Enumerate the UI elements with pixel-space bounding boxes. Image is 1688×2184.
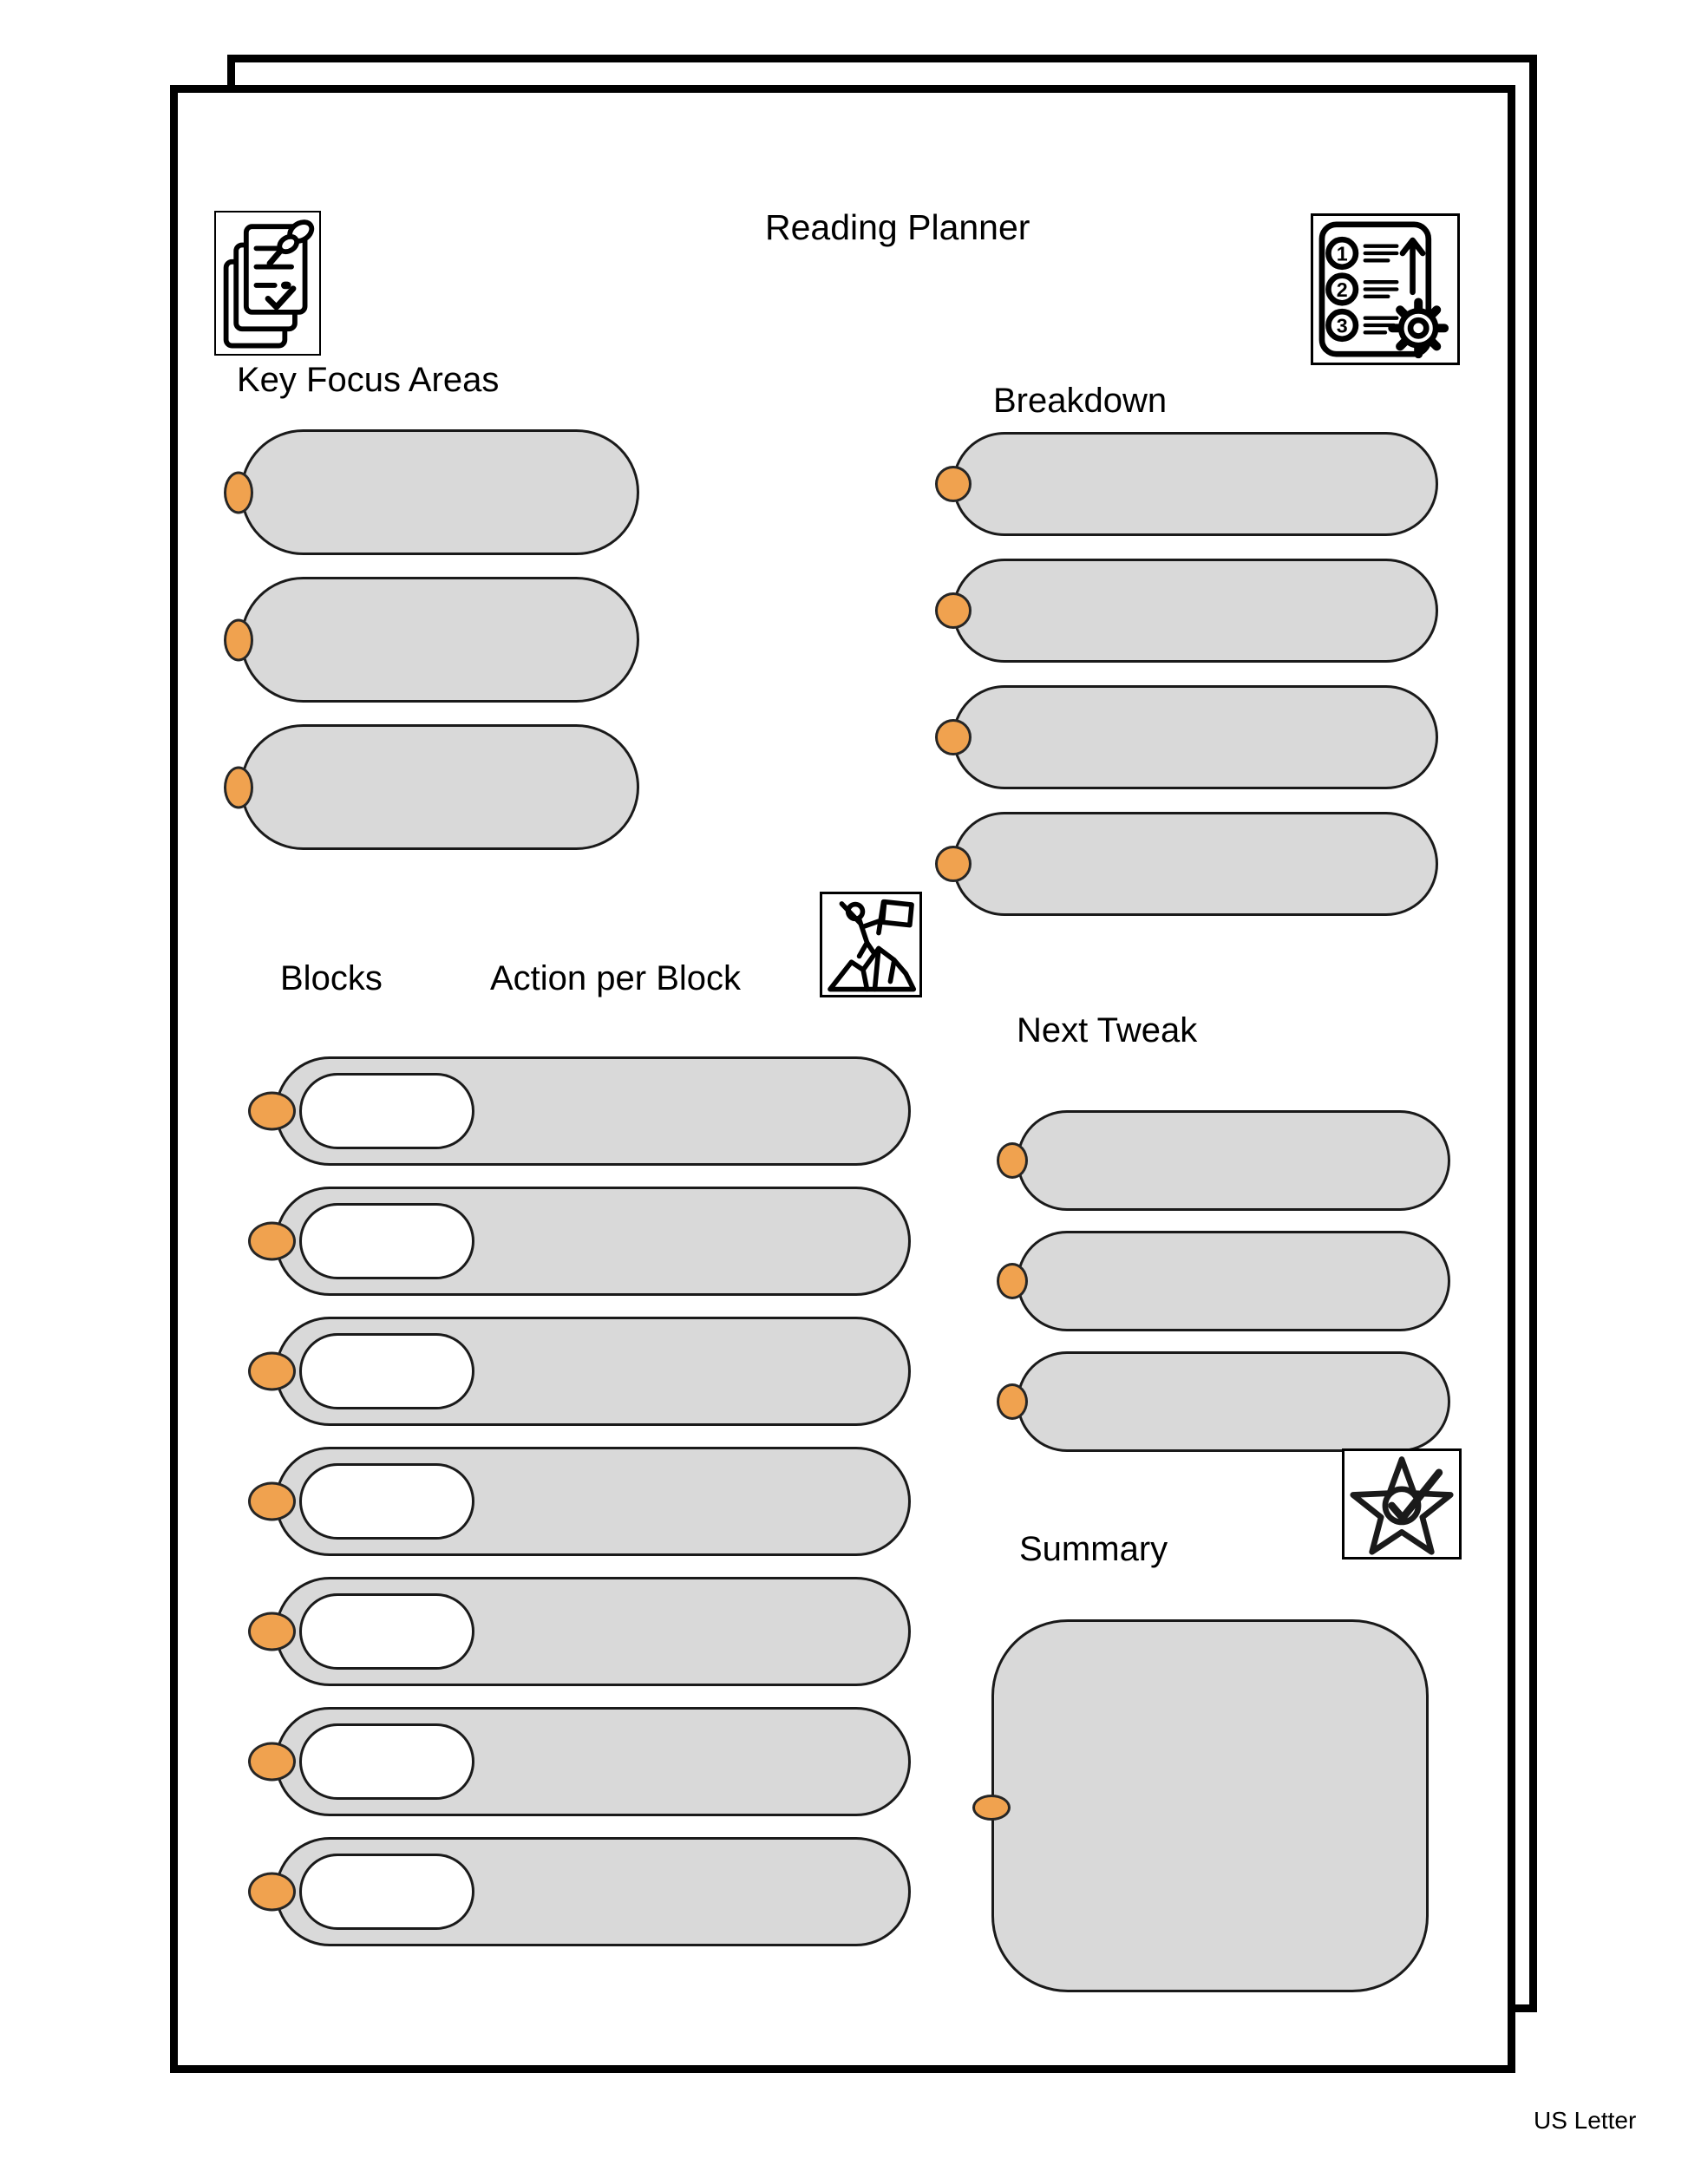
- priority-steps-gear-icon: [1311, 213, 1460, 365]
- block-row-slot[interactable]: [275, 1707, 911, 1816]
- svg-text:2: 2: [1336, 278, 1348, 301]
- svg-text:1: 1: [1336, 242, 1348, 265]
- bullet-marker: [248, 1873, 296, 1912]
- bullet-marker: [972, 1795, 1011, 1821]
- action-per-block-label: Action per Block: [490, 959, 742, 997]
- key-focus-slot[interactable]: [240, 429, 639, 555]
- bullet-marker: [224, 766, 253, 808]
- bullet-marker: [935, 466, 972, 502]
- bullet-marker: [935, 846, 972, 882]
- breakdown-label: Breakdown: [993, 382, 1168, 420]
- page-format-label: US Letter: [1534, 2107, 1637, 2134]
- summary-label: Summary: [1019, 1530, 1168, 1568]
- bullet-marker: [248, 1482, 296, 1521]
- key-focus-areas-label: Key Focus Areas: [237, 361, 500, 399]
- block-label-slot[interactable]: [299, 1073, 474, 1149]
- block-row-slot[interactable]: [275, 1187, 911, 1296]
- block-row-slot[interactable]: [275, 1577, 911, 1686]
- breakdown-list: [952, 432, 1438, 916]
- block-label-slot[interactable]: [299, 1333, 474, 1409]
- next-tweak-slot[interactable]: [1017, 1231, 1450, 1331]
- blocks-label: Blocks: [280, 959, 383, 997]
- key-focus-list: [240, 429, 639, 850]
- star-check-icon: [1342, 1448, 1462, 1560]
- bullet-marker: [224, 618, 253, 661]
- pinned-notes-icon: [214, 211, 321, 356]
- block-label-slot[interactable]: [299, 1854, 474, 1930]
- breakdown-slot[interactable]: [952, 812, 1438, 916]
- breakdown-slot[interactable]: [952, 432, 1438, 536]
- bullet-marker: [248, 1612, 296, 1651]
- next-tweak-label: Next Tweak: [1017, 1011, 1198, 1049]
- blocks-list: [275, 1056, 911, 1946]
- bullet-marker: [248, 1743, 296, 1782]
- next-tweak-slot[interactable]: [1017, 1351, 1450, 1452]
- block-label-slot[interactable]: [299, 1723, 474, 1800]
- block-row-slot[interactable]: [275, 1447, 911, 1556]
- breakdown-slot[interactable]: [952, 685, 1438, 789]
- block-label-slot[interactable]: [299, 1203, 474, 1279]
- svg-text:3: 3: [1336, 314, 1348, 337]
- bullet-marker: [997, 1142, 1028, 1179]
- block-row-slot[interactable]: [275, 1056, 911, 1166]
- block-label-slot[interactable]: [299, 1593, 474, 1670]
- breakdown-slot[interactable]: [952, 559, 1438, 663]
- bullet-marker: [997, 1263, 1028, 1299]
- bullet-marker: [997, 1383, 1028, 1420]
- block-row-slot[interactable]: [275, 1317, 911, 1426]
- block-row-slot[interactable]: [275, 1837, 911, 1946]
- next-tweak-list: [1017, 1110, 1450, 1452]
- bullet-marker: [248, 1352, 296, 1391]
- block-label-slot[interactable]: [299, 1463, 474, 1540]
- key-focus-slot[interactable]: [240, 577, 639, 703]
- key-focus-slot[interactable]: [240, 724, 639, 850]
- mountain-climber-flag-icon: [820, 892, 922, 997]
- bullet-marker: [248, 1092, 296, 1131]
- next-tweak-slot[interactable]: [1017, 1110, 1450, 1211]
- bullet-marker: [935, 592, 972, 629]
- bullet-marker: [224, 471, 253, 513]
- summary-slot[interactable]: [991, 1619, 1429, 1992]
- bullet-marker: [935, 719, 972, 755]
- bullet-marker: [248, 1222, 296, 1261]
- page-title: Reading Planner: [765, 207, 1030, 247]
